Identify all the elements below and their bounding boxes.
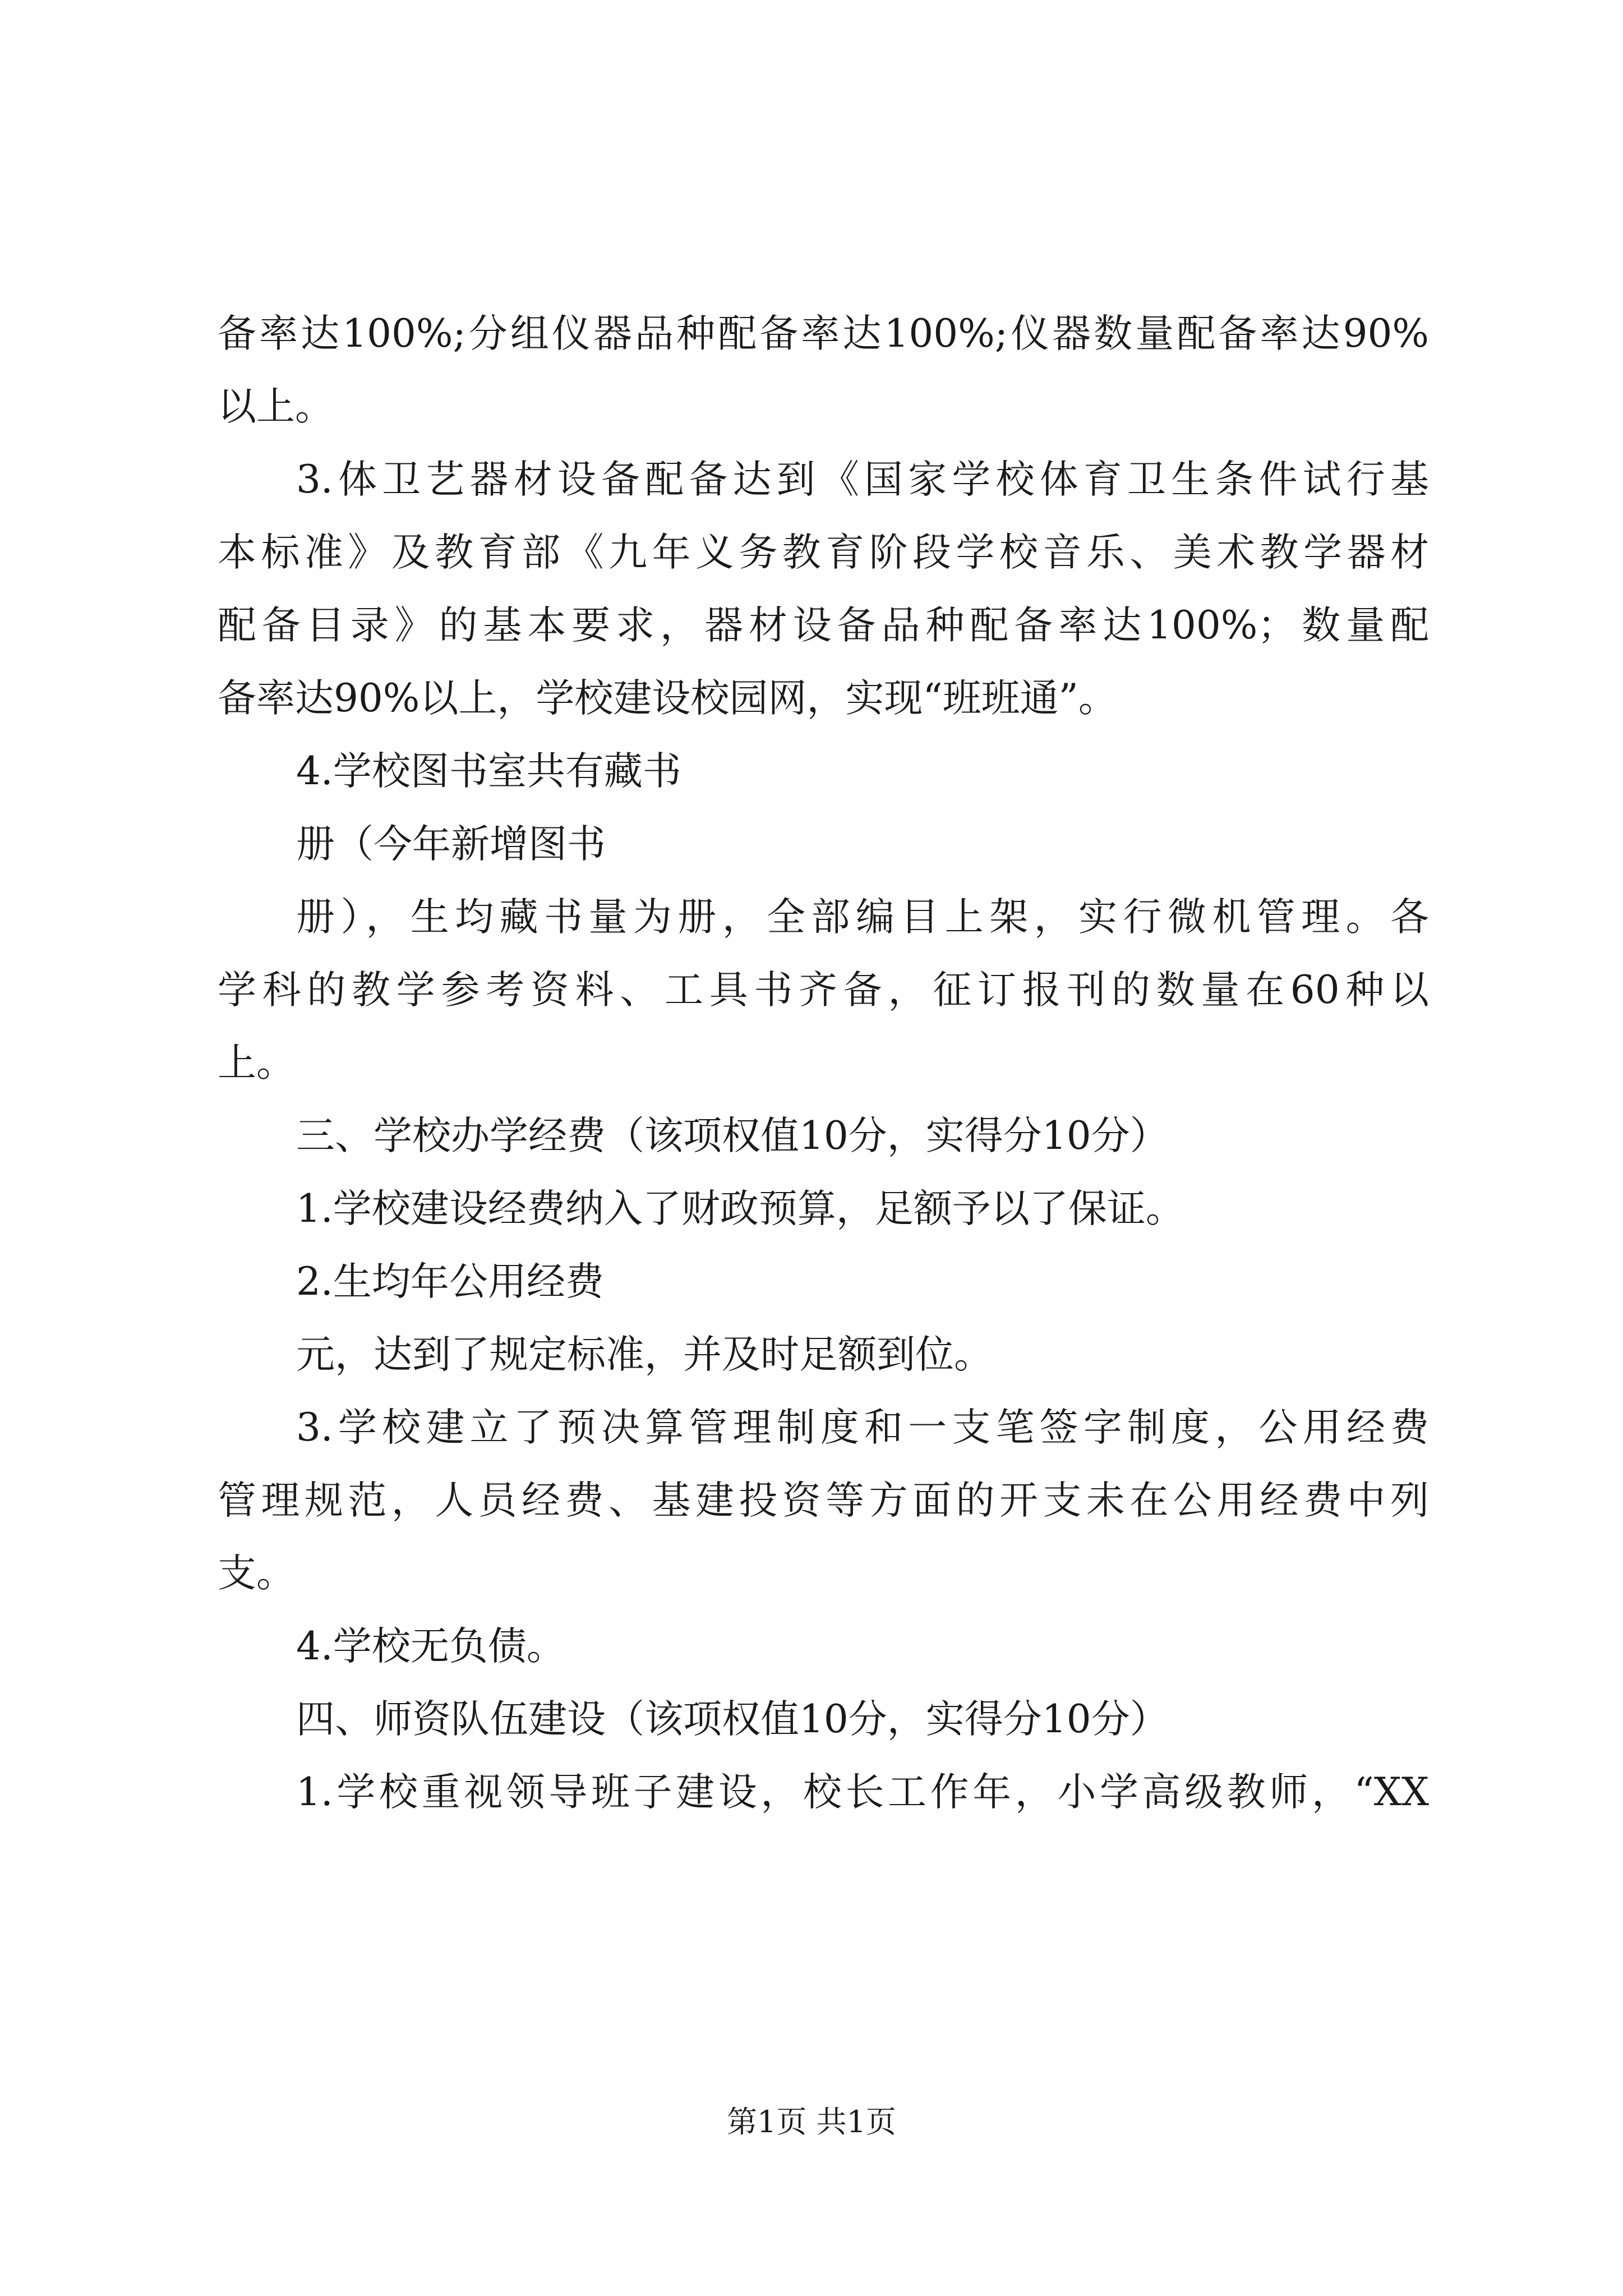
text-line: 4.学校图书室共有藏书 xyxy=(296,749,681,794)
text-line: 4.学校无负债。 xyxy=(296,1624,565,1669)
text-line: 备率达100%;分组仪器品种配备率达100%;仪器数量配备率达90% xyxy=(218,311,1429,356)
text-line: 册（今年新增图书 xyxy=(296,822,606,867)
text-line: 1.学校建设经费纳入了财政预算，足额予以了保证。 xyxy=(296,1186,1184,1231)
text-line: 备率达90%以上，学校建设校园网，实现“班班通”。 xyxy=(218,676,1117,721)
text-line: 上。 xyxy=(218,1041,295,1085)
text-line: 配备目录》的基本要求，器材设备品种配备率达100%；数量配 xyxy=(218,603,1429,648)
document-body xyxy=(218,297,1429,1829)
page-footer: 第1页 共1页 xyxy=(727,2104,896,2139)
section-heading: 三、学校办学经费（该项权值10分，实得分10分） xyxy=(296,1114,1169,1158)
text-line: 2.生均年公用经费 xyxy=(296,1259,604,1304)
text-line: 元，达到了规定标准，并及时足额到位。 xyxy=(296,1332,993,1377)
text-line: 1.学校重视领导班子建设，校长工作年，小学高级教师，“XX xyxy=(296,1770,1429,1815)
text-line: 册），生均藏书量为册，全部编目上架，实行微机管理。各 xyxy=(296,895,1429,940)
text-line: 管理规范，人员经费、基建投资等方面的开支未在公用经费中列 xyxy=(218,1478,1429,1523)
text-line: 3.学校建立了预决算管理制度和一支笔签字制度，公用经费 xyxy=(296,1405,1429,1450)
text-line: 3.体卫艺器材设备配备达到《国家学校体育卫生条件试行基 xyxy=(296,457,1429,502)
text-line: 学科的教学参考资料、工具书齐备，征订报刊的数量在60种以 xyxy=(218,968,1429,1013)
text-line: 支。 xyxy=(218,1551,295,1596)
section-heading: 四、师资队伍建设（该项权值10分，实得分10分） xyxy=(296,1697,1169,1742)
text-line: 以上。 xyxy=(218,384,334,429)
text-line: 本标准》及教育部《九年义务教育阶段学校音乐、美术教学器材 xyxy=(218,530,1429,575)
